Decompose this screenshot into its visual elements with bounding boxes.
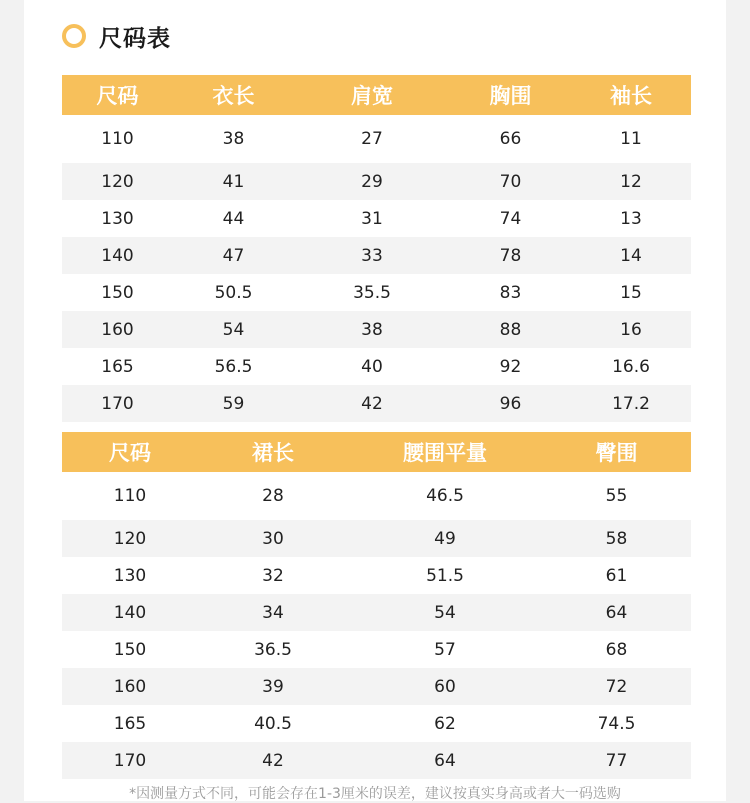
table-cell: 50.5 <box>214 282 253 303</box>
table-cell: 170 <box>62 742 198 779</box>
table-cell: 130 <box>113 565 147 586</box>
table-cell: 68 <box>605 639 628 660</box>
table-cell: 16 <box>571 311 691 348</box>
table-cell: 38 <box>222 129 245 149</box>
table-cell: 35.5 <box>353 282 391 303</box>
table-cell: 74 <box>499 208 522 229</box>
table-cell: 33 <box>294 237 450 274</box>
table-cell: 165 <box>113 713 147 734</box>
table-row <box>62 472 691 520</box>
table-cell: 32 <box>262 565 284 586</box>
column-header: 衣长 <box>173 75 294 115</box>
table-cell: 16.6 <box>612 356 650 377</box>
table-cell: 17.2 <box>571 385 691 422</box>
table-cell: 150 <box>113 639 147 660</box>
table-row <box>62 385 691 422</box>
table-cell: 12 <box>571 163 691 200</box>
table-row <box>62 274 691 311</box>
table-cell: 59 <box>173 385 294 422</box>
column-header: 肩宽 <box>294 75 450 115</box>
table-cell: 42 <box>198 742 348 779</box>
column-header: 尺码 <box>62 75 173 115</box>
measurement-note: *因测量方式不同，可能会存在1-3厘米的误差，建议按真实身高或者大一码选购 <box>129 786 621 802</box>
table-cell: 39 <box>198 668 348 705</box>
table-row <box>62 520 691 557</box>
table-cell: 51.5 <box>426 565 464 586</box>
table-cell: 40.5 <box>254 713 292 734</box>
table-cell: 92 <box>499 356 522 377</box>
column-header: 裙长 <box>198 432 348 472</box>
table-cell: 78 <box>450 237 571 274</box>
table-cell: 120 <box>62 520 198 557</box>
table-cell: 140 <box>62 594 198 631</box>
table-cell: 56.5 <box>214 356 253 377</box>
table-cell: 36.5 <box>254 639 292 660</box>
table-cell: 83 <box>499 282 522 303</box>
table-cell: 54 <box>348 594 542 631</box>
table-cell: 62 <box>434 713 456 734</box>
table-row <box>62 557 691 594</box>
table-cell: 165 <box>101 356 134 377</box>
table-row <box>62 742 691 779</box>
table-cell: 58 <box>542 520 691 557</box>
table-row <box>62 115 691 163</box>
table-row <box>62 311 691 348</box>
table-cell: 29 <box>294 163 450 200</box>
table-row <box>62 705 691 742</box>
table-cell: 44 <box>222 208 245 229</box>
table-row <box>62 163 691 200</box>
table-cell: 160 <box>62 311 173 348</box>
table-cell: 11 <box>620 129 642 149</box>
heading-title: 尺码表 <box>99 25 171 52</box>
table-cell: 38 <box>294 311 450 348</box>
table-cell: 130 <box>101 208 134 229</box>
table-cell: 110 <box>113 486 147 506</box>
table-cell: 60 <box>348 668 542 705</box>
circle-bullet-icon <box>62 24 86 48</box>
table-cell: 77 <box>542 742 691 779</box>
table-header-row <box>62 432 691 472</box>
table-cell: 57 <box>434 639 456 660</box>
table-cell: 160 <box>62 668 198 705</box>
column-header: 尺码 <box>62 432 198 472</box>
table-cell: 61 <box>605 565 628 586</box>
table-row <box>62 594 691 631</box>
table-cell: 55 <box>605 486 628 506</box>
table-cell: 40 <box>361 356 383 377</box>
table-cell: 30 <box>198 520 348 557</box>
table-cell: 66 <box>499 129 522 149</box>
column-header: 腰围平量 <box>348 432 542 472</box>
table-row <box>62 200 691 237</box>
size-table-top <box>62 75 691 422</box>
table-cell: 28 <box>262 486 284 506</box>
column-header: 袖长 <box>571 75 691 115</box>
table-cell: 13 <box>620 208 642 229</box>
table-cell: 49 <box>348 520 542 557</box>
table-cell: 140 <box>62 237 173 274</box>
table-cell: 27 <box>361 129 383 149</box>
table-cell: 170 <box>62 385 173 422</box>
table-cell: 74.5 <box>597 713 636 734</box>
table-row <box>62 237 691 274</box>
section-heading <box>62 20 171 52</box>
table-row <box>62 348 691 385</box>
size-table-bottom <box>62 432 691 779</box>
table-header-row <box>62 75 691 115</box>
table-cell: 96 <box>450 385 571 422</box>
table-cell: 42 <box>294 385 450 422</box>
table-row <box>62 631 691 668</box>
table-cell: 72 <box>542 668 691 705</box>
table-cell: 41 <box>173 163 294 200</box>
column-header: 胸围 <box>450 75 571 115</box>
table-cell: 14 <box>571 237 691 274</box>
table-cell: 150 <box>101 282 134 303</box>
table-cell: 110 <box>101 129 134 149</box>
table-cell: 34 <box>198 594 348 631</box>
table-cell: 46.5 <box>426 486 464 506</box>
table-cell: 64 <box>542 594 691 631</box>
table-cell: 54 <box>173 311 294 348</box>
table-cell: 31 <box>361 208 383 229</box>
table-cell: 47 <box>173 237 294 274</box>
table-cell: 15 <box>620 282 642 303</box>
table-row <box>62 668 691 705</box>
table-cell: 120 <box>62 163 173 200</box>
column-header: 臀围 <box>542 432 691 472</box>
table-cell: 88 <box>450 311 571 348</box>
table-cell: 70 <box>450 163 571 200</box>
table-cell: 64 <box>348 742 542 779</box>
